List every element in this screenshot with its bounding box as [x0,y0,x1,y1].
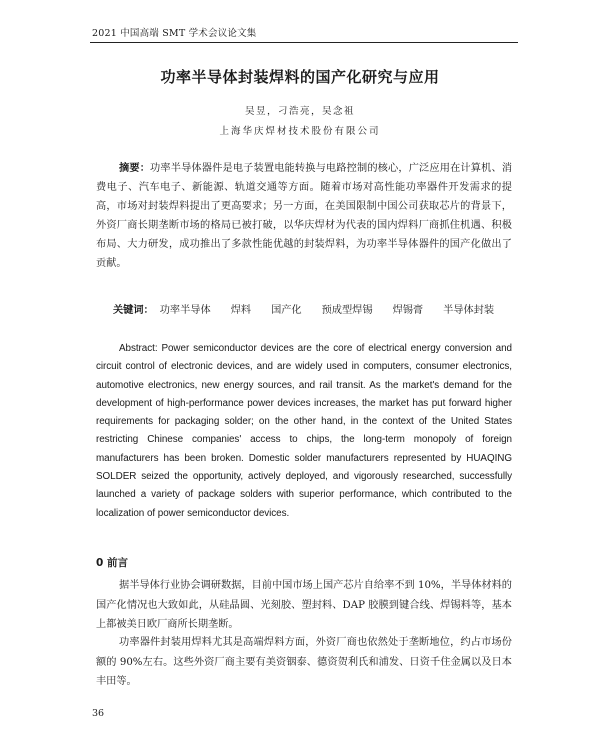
body-paragraph: 据半导体行业协会调研数据，目前中国市场上国产芯片自给率不到 10%，半导体材料的国产化情况也大致如此，从硅晶圆、光刻胶、塑封料、DAP 胶膜到键合线、焊锡料等，基本上都被美日欧厂商所长期垄断。 [96,580,512,630]
paper-title: 功率半导体封装焊料的国产化研究与应用 [160,68,440,86]
english-abstract: Abstract: Power semiconductor devices are the core of electrical energy conversion and circuit control of electronic devices, and are widely used in computers, consumer electronics, automotive electronics, new energy sources, and rail transit. As the market's demand for the development of high-performance power devices increases, the market has put forward higher requirements for packaging solder; on the other hand, in the context of the United States restricting Chinese companies' access to chips, the long-term monopoly of foreign manufacturers has been broken. Domestic solder manufacturers represented by HUAQING SOLDER seized the opportunity, actively deployed, and vigorously researched, successfully launched a variety of package solders with superior performance, which contributed to the localization of power semiconductor devices. [96,343,512,519]
keywords-line [113,301,508,316]
running-header: 2021 中国高端 SMT 学术会议论文集 [92,28,257,39]
keyword: 半导体封装 [443,305,495,316]
keyword: 焊料 [230,305,252,316]
paper-affiliation: 上海华庆焊材技术股份有限公司 [219,126,381,137]
page-number: 36 [92,708,105,719]
keyword: 焊锡膏 [392,305,424,316]
section-heading: 0 前言 [96,557,128,569]
chinese-abstract [96,159,512,273]
paper-authors: 吴昱，刁浩亮，吴念祖 [244,106,355,117]
keyword: 预成型焊锡 [321,305,373,316]
keyword: 功率半导体 [159,305,211,316]
header-divider [90,42,518,43]
keywords-label: 关键词： [113,305,154,316]
body-paragraph: 功率器件封装用焊料尤其是高端焊料方面，外资厂商也依然处于垄断地位，约占市场份额的 90%左右。这些外资厂商主要有美资铟泰、德资贺利氏和浦发、日资千住金属以及日本丰田等。 [96,637,512,687]
keyword: 国产化 [271,305,302,316]
abstract-text: 功率半导体器件是电子装置电能转换与电路控制的核心，广泛应用在计算机、消费电子、汽车电子、新能源、轨道交通等方面。随着市场对高性能功率器件开发需求的提高，市场对封装焊料提出了更高要求；另一方面，在美国限制中国公司获取芯片的背景下，外资厂商长期垄断市场的格局已被打破，以华庆焊材为代表的国内焊料厂商抓住机遇、积极布局、大力研发，成功推出了多款性能优越的封装焊料，为功率半导体器件的国产化做出了贡献。 [96,163,513,269]
abstract-label: 摘要： [119,163,151,174]
